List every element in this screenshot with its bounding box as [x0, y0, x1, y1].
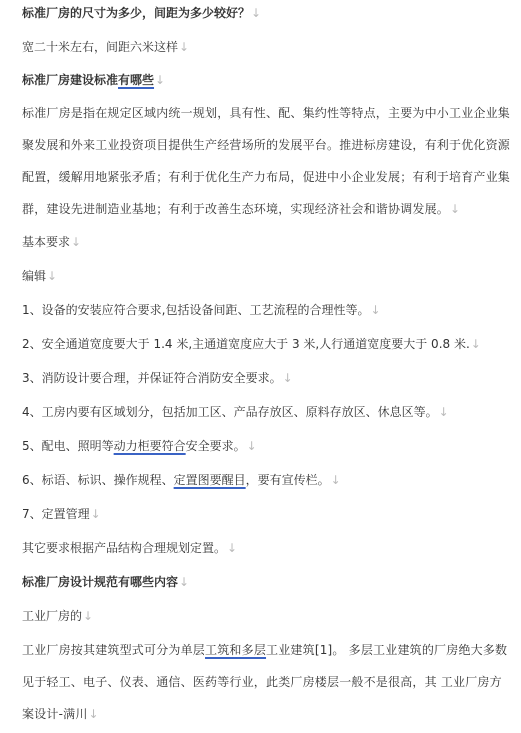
paragraph-mark: ↓	[71, 235, 82, 249]
paragraph-line: 聚发展和外来工业投资项目提供生产经营场所的发展平台。推进标房建设，有利于优化资源	[22, 138, 511, 152]
list-item-4: 4、工房内要有区域划分，包括加工区、产品存放区、原料存放区、休息区等。↓	[22, 405, 449, 419]
paragraph-mark: ↓	[179, 40, 190, 54]
paragraph-mark: ↓	[155, 73, 166, 87]
paragraph-mark: ↓	[47, 269, 58, 283]
paragraph-mark: ↓	[470, 337, 481, 351]
list-item-6: 6、标语、标识、操作规程、定置图要醒目，要有宣传栏。↓	[22, 473, 341, 487]
answer-text-size-spacing: 宽二十米左右，间距六米这样↓	[22, 40, 190, 54]
paragraph-mark: ↓	[450, 202, 461, 216]
link-buildings[interactable]: 工筑和多层	[205, 643, 267, 657]
paragraph-mark: ↓	[251, 6, 262, 20]
paragraph-mark: ↓	[370, 303, 381, 317]
paragraph-line: 见于轻工、电子、仪表、通信、医药等行业，此类厂房楼层一般不是很高，其 工业厂房方	[22, 675, 502, 689]
paragraph-mark: ↓	[227, 541, 238, 555]
paragraph-mark: ↓	[90, 507, 101, 521]
paragraph-mark: ↓	[438, 405, 449, 419]
paragraph-line-last: 群，建设先进制造业基地；有利于改善生态环境，实现经济社会和谐协调发展。↓	[22, 202, 461, 216]
list-item-3: 3、消防设计要合理，并保证符合消防安全要求。↓	[22, 371, 293, 385]
question-heading-size-spacing: 标准厂房的尺寸为多少，间距为多少较好？↓	[22, 6, 262, 20]
paragraph-mark: ↓	[330, 473, 341, 487]
paragraph-line: 标准厂房是指在规定区域内统一规划，具有性、配、集约性等特点，主要为中小工业企业集	[22, 106, 511, 120]
heading-construction-standard: 标准厂房建设标准有哪些↓	[22, 73, 166, 87]
paragraph-mark: ↓	[282, 371, 293, 385]
paragraph-mark: ↓	[246, 439, 257, 453]
other-requirements: 其它要求根据产品结构合理规划定置。↓	[22, 541, 238, 555]
edit-label: 编辑↓	[22, 269, 58, 283]
paragraph-line: 工业厂房按其建筑型式可分为单层工筑和多层工业建筑[1]。 多层工业建筑的厂房绝大多数	[22, 643, 508, 657]
link-layout-chart[interactable]: 定置图要醒目	[173, 473, 246, 487]
link-what-are[interactable]: 有哪些	[118, 73, 155, 87]
paragraph-mark: ↓	[83, 609, 94, 623]
paragraph-mark: ↓	[88, 707, 99, 721]
heading-design-spec: 标准厂房设计规范有哪些内容↓	[22, 575, 190, 589]
subheading-industrial-plant: 工业厂房的↓	[22, 609, 94, 623]
paragraph-line-last: 案设计-满川↓	[22, 707, 99, 721]
basic-requirements-label: 基本要求↓	[22, 235, 82, 249]
list-item-1: 1、设备的安装应符合要求,包括设备间距、工艺流程的合理性等。↓	[22, 303, 381, 317]
paragraph-mark: ↓	[179, 575, 190, 589]
list-item-2: 2、安全通道宽度要大于 1.4 米,主通道宽度应大于 3 米,人行通道宽度要大于 0.8 米.↓	[22, 337, 481, 351]
list-item-5: 5、配电、照明等动力柜要符合安全要求。↓	[22, 439, 257, 453]
link-power-cabinet[interactable]: 动力柜要符合	[113, 439, 186, 453]
paragraph-line: 配置，缓解用地紧张矛盾；有利于优化生产力布局，促进中小企业发展；有利于培育产业集	[22, 170, 511, 184]
list-item-7: 7、定置管理↓	[22, 507, 101, 521]
